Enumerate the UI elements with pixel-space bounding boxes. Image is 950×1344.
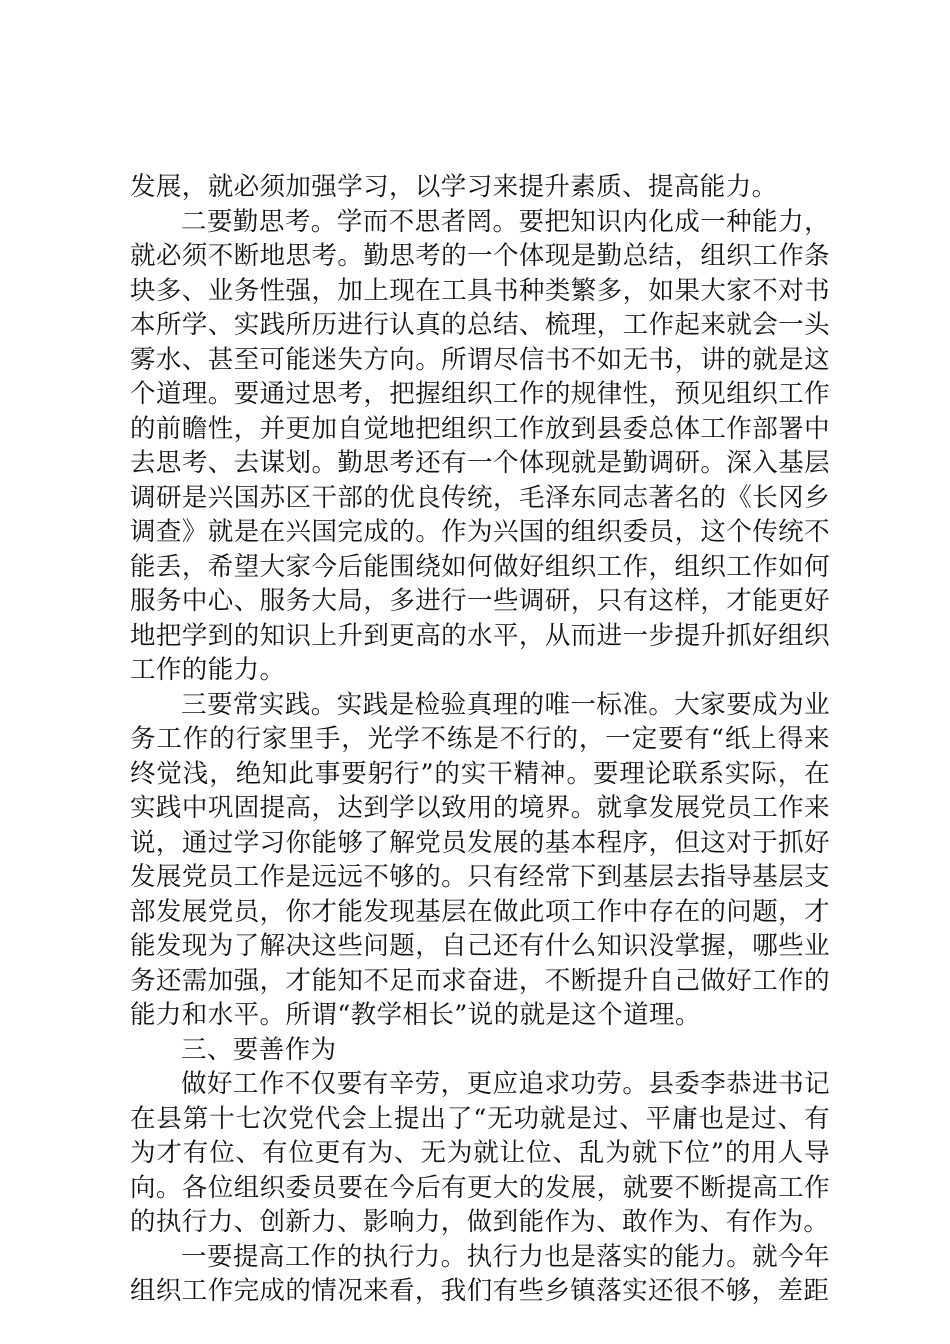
section-heading-act: 三、要善作为 (181, 1034, 337, 1065)
paragraph-practice: 三要常实践。实践是检验真理的唯一标准。大家要成为业务工作的行家里手，光学不练是不行的，一定要有“纸上得来终觉浅，绝知此事要躬行”的实干精神。要理论联系实际，在实践中巩固提高，达到学以致用的境界。就拿发展党员工作来说，通过学习你能够了解党员发展的基本程序，但这对于抓好发展党员工作是远远不够的。只有经常下到基层去指导基层支部发展党员，你才能发现基层在做此项工作中存在的问题，才能发现为了解决这些问题，自己还有什么知识没掌握，哪些业务还需加强，才能知不足而求奋进，不断提升自己做好工作的能力和水平。所谓“教学相长”说的就是这个道理。 (130, 689, 830, 1030)
document-body (130, 170, 830, 1309)
paragraph-execution: 一要提高工作的执行力。执行力也是落实的能力。就今年组织工作完成的情况来看，我们有些乡镇落实还很不够，差距 (130, 1241, 830, 1306)
paragraph-continuation: 发展，就必须加强学习，以学习来提升素质、提高能力。 (130, 172, 778, 202)
paragraph-think: 二要勤思考。学而不思者罔。要把知识内化成一种能力，就必须不断地思考。勤思考的一个体现是勤总结，组织工作条块多、业务性强，加上现在工具书种类繁多，如果大家不对书本所学、实践所历进行认真的总结、梳理，工作起来就会一头雾水、甚至可能迷失方向。所谓尽信书不如无书，讲的就是这个道理。要通过思考，把握组织工作的规律性，预见组织工作的前瞻性，并更加自觉地把组织工作放到县委总体工作部署中去思考、去谋划。勤思考还有一个体现就是勤调研。深入基层调研是兴国苏区干部的优良传统，毛泽东同志著名的《长冈乡调查》就是在兴国完成的。作为兴国的组织委员，这个传统不能丢，希望大家今后能围绕如何做好组织工作，组织工作如何服务中心、服务大局，多进行一些调研，只有这样，才能更好地把学到的知识上升到更高的水平，从而进一步提升抓好组织工作的能力。 (130, 206, 830, 685)
paragraph-achievement: 做好工作不仅要有辛劳，更应追求功劳。县委李恭进书记在县第十七次党代会上提出了“无功就是过、平庸也是过、有为才有位、有位更有为、无为就让位、乱为就下位”的用人导向。各位组织委员要在今后有更大的发展，就要不断提高工作的执行力、创新力、影响力，做到能作为、敢作为、有作为。 (130, 1069, 830, 1237)
